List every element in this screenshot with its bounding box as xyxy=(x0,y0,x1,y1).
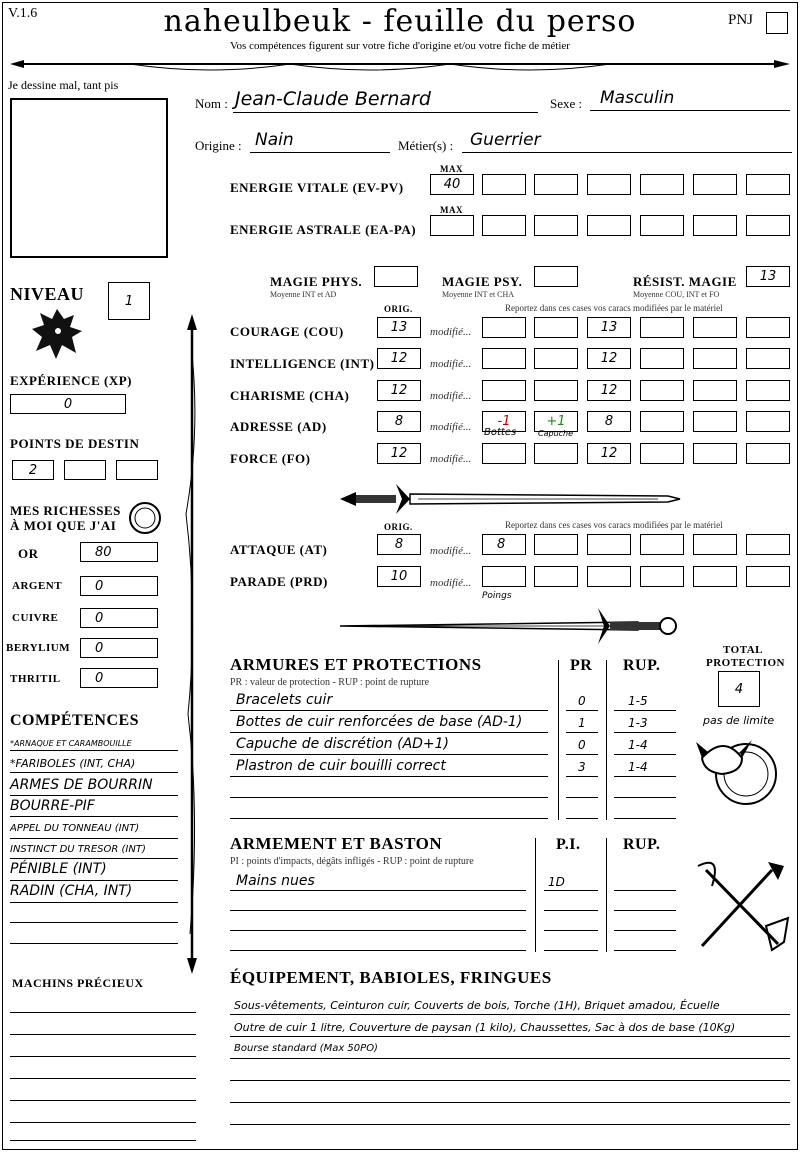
competence-line-8 xyxy=(10,902,178,903)
carac-orig-fo[interactable]: 12 xyxy=(377,443,421,464)
ea-box-2[interactable] xyxy=(534,215,578,236)
thritil-box[interactable]: 0 xyxy=(80,668,158,688)
magie-psy-sub: Moyenne INT et CHA xyxy=(442,290,515,299)
competence-4[interactable]: BOURRE-PIF xyxy=(10,798,95,814)
competence-line-6 xyxy=(10,858,178,859)
attaque-label: ATTAQUE (AT) xyxy=(230,542,328,557)
parade-note-poings: Poings xyxy=(482,591,512,601)
magie-phys-sub: Moyenne INT et AD xyxy=(270,290,337,299)
magie-psy-label: MAGIE PSY. xyxy=(442,274,523,289)
armure-rup-line-3 xyxy=(614,754,676,755)
total-protection-box[interactable]: 4 xyxy=(718,671,760,707)
machins-line-2 xyxy=(10,1034,196,1035)
armure-line-5 xyxy=(230,797,548,798)
competences-label: COMPÉTENCES xyxy=(10,712,140,729)
magie-phys-label: MAGIE PHYS. xyxy=(270,274,363,289)
combat-orig-label: ORIG. xyxy=(384,522,413,532)
arme-item-1[interactable]: Mains nues xyxy=(236,873,315,889)
resist-magie-label: RÉSIST. MAGIE xyxy=(633,274,737,289)
attaque-m1[interactable]: 8 xyxy=(482,534,526,555)
carac-name-cou: COURAGE (COU) xyxy=(230,324,344,339)
arme-rup-line-4 xyxy=(614,950,676,951)
ev-box-2[interactable] xyxy=(534,174,578,195)
carac-modifie-ad: modifié... xyxy=(430,421,472,433)
xp-label: EXPÉRIENCE (XP) xyxy=(10,373,132,388)
parade-orig[interactable]: 10 xyxy=(377,566,421,587)
metier-label: Métier(s) : xyxy=(398,138,454,153)
ea-box-5[interactable] xyxy=(693,215,737,236)
armure-line-4 xyxy=(230,776,548,777)
magie-phys-box[interactable] xyxy=(374,266,418,287)
armement-sub: PI : points d'impacts, dégâts infligés - RUP : point de rupture xyxy=(230,856,474,867)
pnj-label: PNJ xyxy=(728,12,754,28)
ev-box-5[interactable] xyxy=(693,174,737,195)
total-protection-label-2: PROTECTION xyxy=(706,657,785,669)
carac-m3-cou[interactable]: 13 xyxy=(587,317,631,338)
carac-m5-int[interactable] xyxy=(693,348,737,369)
origine-label: Origine : xyxy=(195,138,242,153)
carac-m2-cou[interactable] xyxy=(534,317,578,338)
parade-m2[interactable] xyxy=(534,566,578,587)
magie-psy-box[interactable] xyxy=(534,266,578,287)
carac-m3-fo[interactable]: 12 xyxy=(587,443,631,464)
destin-box-2[interactable] xyxy=(64,460,106,480)
carac-m2-int[interactable] xyxy=(534,348,578,369)
armure-pr-2[interactable]: 1 xyxy=(578,716,586,730)
arme-pi-line-2 xyxy=(544,910,598,911)
pnj-checkbox[interactable] xyxy=(766,12,788,34)
armure-rup-4[interactable]: 1-4 xyxy=(628,760,648,774)
equipement-line-text-2[interactable]: Outre de cuir 1 litre, Couverture de paysan (1 kilo), Chaussettes, Sac à dos de base (10Kg) xyxy=(234,1021,736,1034)
equipement-line-text-3[interactable]: Bourse standard (Max 50PO) xyxy=(234,1043,378,1054)
attaque-m4[interactable] xyxy=(640,534,684,555)
armure-item-4[interactable]: Plastron de cuir bouilli correct xyxy=(236,758,446,774)
argent-label: ARGENT xyxy=(12,580,63,592)
ea-max-label: MAX xyxy=(440,205,463,215)
origine-value[interactable]: Nain xyxy=(255,130,294,150)
competence-1[interactable]: *ARNAQUE ET CARAMBOUILLE xyxy=(10,739,132,748)
carac-m5-cha[interactable] xyxy=(693,380,737,401)
armure-line-1 xyxy=(230,710,548,711)
metier-value[interactable]: Guerrier xyxy=(470,130,541,150)
armure-rup-line-6 xyxy=(614,818,676,819)
destin-box-3[interactable] xyxy=(116,460,158,480)
machins-label: MACHINS PRÉCIEUX xyxy=(12,976,144,990)
carac-m2-ad[interactable]: +1 xyxy=(534,411,578,432)
carac-orig-ad[interactable]: 8 xyxy=(377,411,421,432)
armure-pr-line-5 xyxy=(566,797,598,798)
ea-box-6[interactable] xyxy=(746,215,790,236)
armure-pr-4[interactable]: 3 xyxy=(578,760,586,774)
machins-line-7 xyxy=(10,1140,196,1141)
carac-m1-fo[interactable] xyxy=(482,443,526,464)
sword-icon-1 xyxy=(338,478,683,520)
armement-title: ARMEMENT ET BASTON xyxy=(230,834,443,853)
arme-line-2 xyxy=(230,910,526,911)
parade-m3[interactable] xyxy=(587,566,631,587)
destin-label: POINTS DE DESTIN xyxy=(10,436,140,451)
carac-m6-cou[interactable] xyxy=(746,317,790,338)
portrait-label: Je dessine mal, tant pis xyxy=(8,78,119,92)
equipement-title: ÉQUIPEMENT, BABIOLES, FRINGUES xyxy=(230,968,552,987)
attaque-m3[interactable] xyxy=(587,534,631,555)
attaque-modifie: modifié... xyxy=(430,545,472,557)
armure-rup-line-4 xyxy=(614,776,676,777)
armement-pi-label: P.I. xyxy=(556,836,581,853)
carac-name-ad: ADRESSE (AD) xyxy=(230,419,327,434)
armure-rup-1[interactable]: 1-5 xyxy=(628,694,648,708)
armure-pr-line-2 xyxy=(566,732,598,733)
carac-m1-cha[interactable] xyxy=(482,380,526,401)
arme-rup-line-2 xyxy=(614,910,676,911)
page-subtitle: Vos compétences figurent sur votre fiche d'origine et/ou votre fiche de métier xyxy=(230,40,570,52)
arme-pi-line-4 xyxy=(544,950,598,951)
nom-label: Nom : xyxy=(195,96,228,111)
armures-title: ARMURES ET PROTECTIONS xyxy=(230,655,482,674)
carac-modifie-cha: modifié... xyxy=(430,390,472,402)
attaque-m2[interactable] xyxy=(534,534,578,555)
arme-rup-line-3 xyxy=(614,930,676,931)
competence-line-2 xyxy=(10,772,178,773)
ea-max-box[interactable] xyxy=(430,215,474,236)
competence-8[interactable]: RADIN (CHA, INT) xyxy=(10,883,133,899)
competence-line-4 xyxy=(10,816,178,817)
caracs-note: Reportez dans ces cases vos caracs modifiées par le matériel xyxy=(505,303,723,313)
armures-pr-label: PR xyxy=(570,657,593,674)
argent-box[interactable]: 0 xyxy=(80,576,158,596)
spear-divider-top xyxy=(10,54,790,78)
parade-m6[interactable] xyxy=(746,566,790,587)
page-title: naheulbeuk - feuille du perso xyxy=(163,4,637,39)
ad-note-capuche: Capuche xyxy=(538,429,574,438)
arme-pi-1[interactable]: 1D xyxy=(548,875,565,889)
carac-m4-fo[interactable] xyxy=(640,443,684,464)
carac-m3-int[interactable]: 12 xyxy=(587,348,631,369)
armure-line-2 xyxy=(230,732,548,733)
equipement-line-6 xyxy=(230,1124,790,1125)
ev-box-1[interactable] xyxy=(482,174,526,195)
armure-rup-line-2 xyxy=(614,732,676,733)
carac-m1-cou[interactable] xyxy=(482,317,526,338)
carac-m1-int[interactable] xyxy=(482,348,526,369)
armure-line-3 xyxy=(230,754,548,755)
armure-pr-line-1 xyxy=(566,710,598,711)
arme-rup-line-1 xyxy=(614,890,676,891)
carac-m4-ad[interactable] xyxy=(640,411,684,432)
resist-magie-sub: Moyenne COU, INT et FO xyxy=(633,290,720,299)
ev-label: ENERGIE VITALE (EV-PV) xyxy=(230,180,404,195)
carac-name-fo: FORCE (FO) xyxy=(230,451,311,466)
carac-name-cha: CHARISME (CHA) xyxy=(230,388,350,403)
competence-line-10 xyxy=(10,943,178,944)
carac-m6-ad[interactable] xyxy=(746,411,790,432)
richesses-label-1: MES RICHESSES xyxy=(10,503,121,518)
caracs-orig-label: ORIG. xyxy=(384,304,413,314)
niveau-box[interactable]: 1 xyxy=(108,282,150,320)
carac-m3-ad[interactable]: 8 xyxy=(587,411,631,432)
armure-pr-line-4 xyxy=(566,776,598,777)
competence-7[interactable]: PÉNIBLE (INT) xyxy=(10,861,107,877)
richesses-label-2: À MOI QUE J'AI xyxy=(10,518,117,533)
machins-line-4 xyxy=(10,1078,196,1079)
sword-icon-2 xyxy=(338,606,683,646)
armure-rup-line-5 xyxy=(614,797,676,798)
no-limit-label: pas de limite xyxy=(703,714,775,727)
cuivre-box[interactable]: 0 xyxy=(80,608,158,628)
attaque-m5[interactable] xyxy=(693,534,737,555)
ad-note-bottes: Bottes xyxy=(484,427,517,438)
origine-line xyxy=(250,152,390,153)
arme-line-3 xyxy=(230,930,526,931)
carac-m4-int[interactable] xyxy=(640,348,684,369)
parade-m4[interactable] xyxy=(640,566,684,587)
thritil-label: THRITIL xyxy=(10,673,61,685)
equipement-line-1 xyxy=(230,1014,790,1015)
equipement-line-5 xyxy=(230,1102,790,1103)
sexe-label: Sexe : xyxy=(550,96,583,111)
armures-sub: PR : valeur de protection - RUP : point de rupture xyxy=(230,677,430,688)
niveau-label: NIVEAU xyxy=(10,284,85,304)
parade-m1[interactable] xyxy=(482,566,526,587)
equipement-line-3 xyxy=(230,1058,790,1059)
equipement-line-4 xyxy=(230,1080,790,1081)
carac-m5-fo[interactable] xyxy=(693,443,737,464)
carac-m3-cha[interactable]: 12 xyxy=(587,380,631,401)
spear-vertical xyxy=(182,314,202,974)
competence-6[interactable]: INSTINCT DU TRESOR (INT) xyxy=(10,844,146,855)
carac-orig-int[interactable]: 12 xyxy=(377,348,421,369)
sexe-line xyxy=(590,110,790,111)
ea-box-4[interactable] xyxy=(640,215,684,236)
ea-label: ENERGIE ASTRALE (EA-PA) xyxy=(230,222,417,237)
or-label: OR xyxy=(18,546,39,561)
carac-m6-fo[interactable] xyxy=(746,443,790,464)
carac-m2-fo[interactable] xyxy=(534,443,578,464)
or-box[interactable]: 80 xyxy=(80,542,158,562)
ev-box-6[interactable] xyxy=(746,174,790,195)
armures-divider-1 xyxy=(558,660,559,820)
carac-modifie-fo: modifié... xyxy=(430,453,472,465)
berylium-label: BERYLIUM xyxy=(6,642,71,654)
xp-box[interactable]: 0 xyxy=(10,394,126,414)
attaque-orig[interactable]: 8 xyxy=(377,534,421,555)
competence-line-5 xyxy=(10,838,178,839)
berylium-box[interactable]: 0 xyxy=(80,638,158,658)
armure-pr-line-3 xyxy=(566,754,598,755)
cuivre-label: CUIVRE xyxy=(12,612,59,624)
armure-item-1[interactable]: Bracelets cuir xyxy=(236,692,333,708)
carac-m6-int[interactable] xyxy=(746,348,790,369)
armement-rup-label: RUP. xyxy=(623,836,661,853)
carac-orig-cou[interactable]: 13 xyxy=(377,317,421,338)
machins-line-5 xyxy=(10,1100,196,1101)
carac-m5-cou[interactable] xyxy=(693,317,737,338)
machins-line-3 xyxy=(10,1056,196,1057)
carac-name-int: INTELLIGENCE (INT) xyxy=(230,356,375,371)
competence-line-3 xyxy=(10,795,178,796)
carac-modifie-cou: modifié... xyxy=(430,326,472,338)
resist-magie-box[interactable]: 13 xyxy=(746,266,790,287)
armure-pr-line-6 xyxy=(566,818,598,819)
armure-pr-1[interactable]: 0 xyxy=(578,694,586,708)
coin-icon xyxy=(127,500,163,536)
machins-line-6 xyxy=(10,1122,196,1123)
armure-rup-3[interactable]: 1-4 xyxy=(628,738,648,752)
machins-line-1 xyxy=(10,1012,196,1013)
combat-note: Reportez dans ces cases vos caracs modifiées par le matériel xyxy=(505,520,723,530)
metier-line xyxy=(462,152,792,153)
parade-label: PARADE (PRD) xyxy=(230,574,328,589)
total-protection-label-1: TOTAL xyxy=(723,644,763,656)
competence-3[interactable]: ARMES DE BOURRIN xyxy=(10,777,153,793)
competence-2[interactable]: *FARIBOLES (INT, CHA) xyxy=(10,757,136,770)
ev-max-label: MAX xyxy=(440,164,463,174)
armure-line-6 xyxy=(230,818,548,819)
carac-m6-cha[interactable] xyxy=(746,380,790,401)
carac-m2-cha[interactable] xyxy=(534,380,578,401)
armure-rup-2[interactable]: 1-3 xyxy=(628,716,648,730)
carac-m1-ad[interactable]: -1 xyxy=(482,411,526,432)
armure-pr-3[interactable]: 0 xyxy=(578,738,586,752)
carac-modifie-int: modifié... xyxy=(430,358,472,370)
arme-pi-line-3 xyxy=(544,930,598,931)
ea-box-1[interactable] xyxy=(482,215,526,236)
ea-box-3[interactable] xyxy=(587,215,631,236)
armures-rup-label: RUP. xyxy=(623,657,661,674)
competence-line-1 xyxy=(10,750,178,751)
armement-divider-2 xyxy=(606,838,607,952)
armement-divider-1 xyxy=(535,838,536,952)
armure-item-3[interactable]: Capuche de discrétion (AD+1) xyxy=(236,736,450,752)
ev-box-3[interactable] xyxy=(587,174,631,195)
attaque-m6[interactable] xyxy=(746,534,790,555)
destin-box-1[interactable]: 2 xyxy=(12,460,54,480)
sexe-value[interactable]: Masculin xyxy=(600,88,675,108)
helmet-shield-icon xyxy=(694,728,784,814)
version-label: V.1.6 xyxy=(8,6,38,21)
dragon-icon xyxy=(30,305,85,363)
equipement-line-2 xyxy=(230,1036,790,1037)
carac-m5-ad[interactable] xyxy=(693,411,737,432)
armure-rup-line-1 xyxy=(614,710,676,711)
parade-modifie: modifié... xyxy=(430,577,472,589)
nom-value[interactable]: Jean-Claude Bernard xyxy=(235,88,431,110)
arme-line-4 xyxy=(230,950,526,951)
carac-m4-cha[interactable] xyxy=(640,380,684,401)
ev-box-4[interactable] xyxy=(640,174,684,195)
equipement-line-text-1[interactable]: Sous-vêtements, Ceinturon cuir, Couverts de bois, Torche (1H), Briquet amadou, Écuelle xyxy=(234,999,720,1012)
arme-pi-line-1 xyxy=(544,890,598,891)
carac-orig-cha[interactable]: 12 xyxy=(377,380,421,401)
portrait-box[interactable] xyxy=(10,98,168,258)
carac-m4-cou[interactable] xyxy=(640,317,684,338)
ev-max-box[interactable]: 40 xyxy=(430,174,474,195)
parade-m5[interactable] xyxy=(693,566,737,587)
nom-line xyxy=(233,112,538,113)
crossed-weapons-icon xyxy=(692,856,790,956)
competence-5[interactable]: APPEL DU TONNEAU (INT) xyxy=(10,823,140,834)
competence-line-9 xyxy=(10,922,178,923)
competence-line-7 xyxy=(10,880,178,881)
armures-divider-2 xyxy=(606,660,607,820)
armure-item-2[interactable]: Bottes de cuir renforcées de base (AD-1) xyxy=(236,714,523,730)
arme-line-1 xyxy=(230,890,526,891)
